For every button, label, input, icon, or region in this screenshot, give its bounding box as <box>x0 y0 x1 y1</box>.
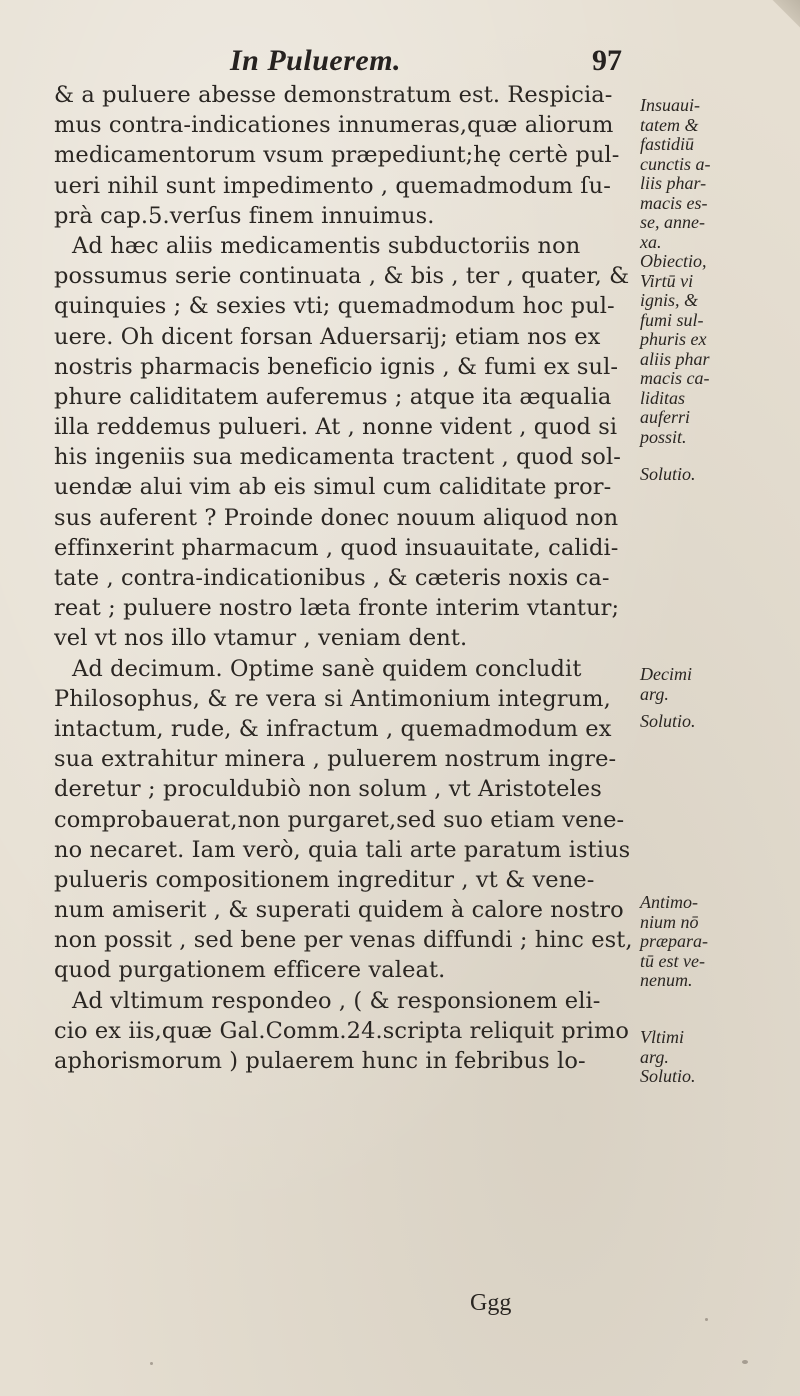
margin-note-line: Obiectio, <box>640 251 707 271</box>
text-line: & a puluere abesse demonstratum est. Respicia- <box>54 82 613 108</box>
margin-note-vltimi-arg <box>640 1028 800 1087</box>
main-text-block <box>54 80 634 1076</box>
margin-note-line: arg. <box>640 683 669 704</box>
margin-note-line: liditas <box>640 387 686 408</box>
margin-note-line: Insuaui- <box>640 95 700 115</box>
margin-note-line: nium nō <box>640 911 699 932</box>
margin-note-line: tatem & <box>640 114 699 135</box>
text-line: comprobauerat,non purgaret,sed suo etiam vene- <box>54 806 625 833</box>
margin-note-line: aliis phar <box>640 348 710 369</box>
margin-note-solutio-1 <box>640 465 800 485</box>
margin-note-line: macis ca- <box>640 368 710 388</box>
margin-note-insuauitatem <box>640 96 800 252</box>
margin-note-line: præpara- <box>640 931 709 951</box>
text-line: vel vt nos illo vtamur , veniam dent. <box>54 625 468 652</box>
text-line: illa reddemus pulueri. At , nonne vident , quod si <box>54 414 618 441</box>
text-line: aphorismorum ) pulaerem hunc in febribus lo- <box>54 1048 586 1074</box>
margin-note-solutio-2 <box>640 712 800 732</box>
margin-note-line: se, anne- <box>640 212 705 232</box>
margin-note-line: liis phar- <box>640 173 707 193</box>
text-line: Philosophus, & re vera si Antimonium integrum, <box>54 685 611 712</box>
text-line: cio ex iis,quæ Gal.Comm.24.scripta reliquit primo <box>54 1017 630 1044</box>
text-line: quinquies ; & sexies vti; quemadmodum hoc pul- <box>54 293 615 320</box>
ink-speck <box>742 1360 748 1364</box>
text-line: pulueris compositionem ingreditur , vt & vene- <box>54 866 595 893</box>
margin-note-line: tū est ve- <box>640 950 705 971</box>
text-line: effinxerint pharmacum , quod insuauitate, calidi- <box>54 534 619 561</box>
text-line: deretur ; proculdubiò non solum , vt Aristoteles <box>54 776 602 803</box>
text-line: possumus serie continuata , & bis , ter , quater, & <box>54 263 630 290</box>
margin-note-line: xa. <box>640 231 662 252</box>
margin-note-line: arg. <box>640 1046 669 1067</box>
margin-note-line: Antimo- <box>640 892 698 912</box>
margin-note-line: macis es- <box>640 192 708 213</box>
margin-note-obiectio <box>640 252 800 447</box>
page-number: 97 <box>592 44 622 77</box>
text-line: Ad hæc aliis medicamentis subductoriis non <box>72 232 581 259</box>
ink-speck <box>150 1362 153 1365</box>
ink-speck <box>705 1318 708 1321</box>
text-line: ueri nihil sunt impedimento , quemadmodum ſu- <box>54 172 611 199</box>
text-line: mus contra-indicationes innumeras,quæ aliorum <box>54 112 614 139</box>
text-line: intactum, rude, & infractum , quemadmodum ex <box>54 715 612 742</box>
page-corner <box>772 0 800 28</box>
margin-note-line: auferri <box>640 407 691 427</box>
margin-note-line: Solutio. <box>640 711 696 731</box>
text-line: uere. Oh dicent forsan Aduersarij; etiam nos ex <box>54 323 601 350</box>
catchword: Ggg <box>470 1290 512 1316</box>
text-line: nostris pharmacis beneficio ignis , & fumi ex sul- <box>54 353 619 380</box>
margin-note-decimi-arg <box>640 665 800 704</box>
margin-note-antimonium <box>640 893 800 991</box>
margin-note-line: Solutio. <box>640 464 696 484</box>
text-line: no necaret. Iam verò, quia tali arte paratum istius <box>54 836 631 863</box>
margin-note-line: fastidiū <box>640 134 695 154</box>
text-line: phure caliditatem auferemus ; atque ita æqualia <box>54 383 612 410</box>
text-line: quod purgationem efficere valeat. <box>54 957 446 984</box>
text-line: his ingeniis sua medicamenta tractent , quod sol- <box>54 444 621 471</box>
text-line: prà cap.5.verſus finem innuimus. <box>54 202 435 229</box>
margin-note-line: Virtū vi <box>640 270 694 291</box>
margin-note-line: nenum. <box>640 970 693 990</box>
text-line: non possit , sed bene per venas diffundi ; hinc est, <box>54 927 633 954</box>
text-line: medicamentorum vsum præpediunt;hę certè pul- <box>54 142 620 169</box>
text-line: num amiserit , & superati quidem à calore nostro <box>54 897 624 924</box>
margin-note-line: cunctis a- <box>640 153 711 174</box>
margin-note-line: phuris ex <box>640 329 707 349</box>
running-head: In Puluerem. <box>230 44 402 77</box>
text-line: sus auferent ? Proinde donec nouum aliquod non <box>54 504 619 531</box>
text-line: Ad vltimum respondeo , ( & responsionem eli- <box>72 987 601 1014</box>
margin-note-line: possit. <box>640 426 687 447</box>
text-line: tate , contra-indicationibus , & cæteris noxis ca- <box>54 565 610 591</box>
margin-note-line: Solutio. <box>640 1066 696 1086</box>
text-line: uendæ alui vim ab eis simul cum caliditate pror- <box>54 474 612 501</box>
margin-note-line: Decimi <box>640 664 692 684</box>
margin-note-line: fumi sul- <box>640 309 704 330</box>
text-line: Ad decimum. Optime sanè quidem concludit <box>72 655 582 682</box>
text-line: sua extrahitur minera , puluerem nostrum ingre- <box>54 746 617 773</box>
margin-note-line: Vltimi <box>640 1027 684 1047</box>
text-line: reat ; puluere nostro læta fronte interim vtantur; <box>54 595 620 622</box>
margin-note-line: ignis, & <box>640 290 699 310</box>
